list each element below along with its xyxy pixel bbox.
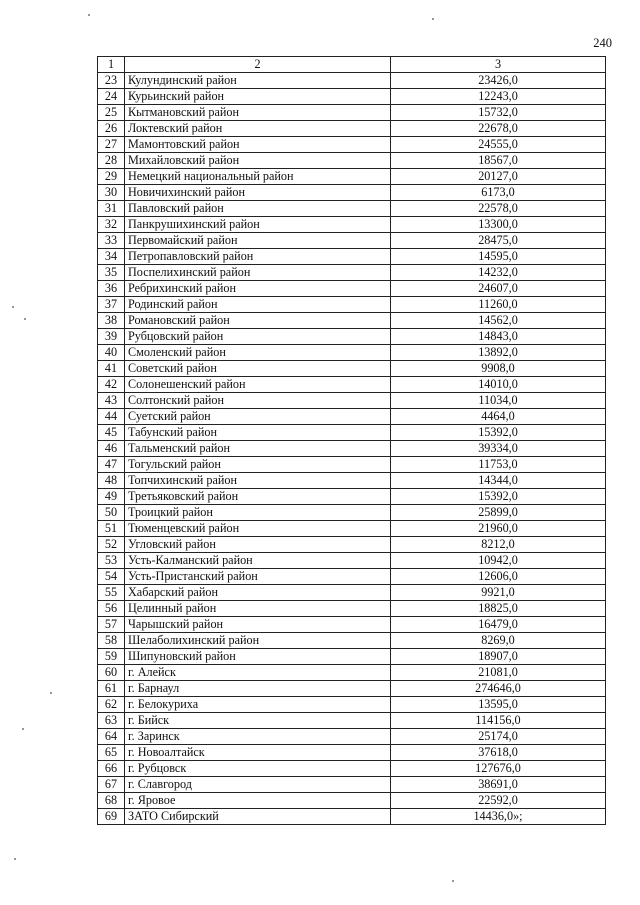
district-name: Усть-Калманский район <box>125 553 391 569</box>
table-row <box>98 137 606 153</box>
district-name: Тогульский район <box>125 457 391 473</box>
amount-value: 21081,0 <box>391 665 606 681</box>
amount-value: 8212,0 <box>391 537 606 553</box>
table-row <box>98 441 606 457</box>
amount-value: 25174,0 <box>391 729 606 745</box>
district-name: Поспелихинский район <box>125 265 391 281</box>
table-row <box>98 473 606 489</box>
row-number: 66 <box>98 761 125 777</box>
district-name: Усть-Пристанский район <box>125 569 391 585</box>
row-number: 45 <box>98 425 125 441</box>
amount-value: 13300,0 <box>391 217 606 233</box>
table-body <box>98 73 606 825</box>
amount-value: 24555,0 <box>391 137 606 153</box>
amount-value: 25899,0 <box>391 505 606 521</box>
district-name: Хабарский район <box>125 585 391 601</box>
district-name: Чарышский район <box>125 617 391 633</box>
row-number: 38 <box>98 313 125 329</box>
amount-value: 11753,0 <box>391 457 606 473</box>
district-name: Кулундинский район <box>125 73 391 89</box>
district-name: г. Барнаул <box>125 681 391 697</box>
district-name: Курьинский район <box>125 89 391 105</box>
district-name: Кытмановский район <box>125 105 391 121</box>
row-number: 52 <box>98 537 125 553</box>
table-row <box>98 649 606 665</box>
amount-value: 18567,0 <box>391 153 606 169</box>
district-name: Михайловский район <box>125 153 391 169</box>
amount-value: 37618,0 <box>391 745 606 761</box>
district-name: Суетский район <box>125 409 391 425</box>
row-number: 25 <box>98 105 125 121</box>
amount-value: 9908,0 <box>391 361 606 377</box>
row-number: 67 <box>98 777 125 793</box>
amount-value: 28475,0 <box>391 233 606 249</box>
district-name: Петропавловский район <box>125 249 391 265</box>
table-row <box>98 281 606 297</box>
amount-value: 16479,0 <box>391 617 606 633</box>
table-row <box>98 617 606 633</box>
amount-value: 15392,0 <box>391 425 606 441</box>
row-number: 35 <box>98 265 125 281</box>
table-header-row <box>98 57 606 73</box>
row-number: 50 <box>98 505 125 521</box>
amount-value: 274646,0 <box>391 681 606 697</box>
district-name: Первомайский район <box>125 233 391 249</box>
district-name: г. Новоалтайск <box>125 745 391 761</box>
row-number: 41 <box>98 361 125 377</box>
district-name: Угловский район <box>125 537 391 553</box>
amount-value: 22578,0 <box>391 201 606 217</box>
table-row <box>98 585 606 601</box>
row-number: 33 <box>98 233 125 249</box>
district-name: Шелаболихинский район <box>125 633 391 649</box>
amount-value: 20127,0 <box>391 169 606 185</box>
scan-speck <box>12 306 14 308</box>
table-row <box>98 489 606 505</box>
amount-value: 4464,0 <box>391 409 606 425</box>
page-number: 240 <box>593 36 612 50</box>
row-number: 44 <box>98 409 125 425</box>
district-name: г. Заринск <box>125 729 391 745</box>
district-name: г. Белокуриха <box>125 697 391 713</box>
row-number: 34 <box>98 249 125 265</box>
table-row <box>98 537 606 553</box>
table-row <box>98 89 606 105</box>
row-number: 29 <box>98 169 125 185</box>
row-number: 56 <box>98 601 125 617</box>
table-row <box>98 377 606 393</box>
amount-value: 38691,0 <box>391 777 606 793</box>
district-name: г. Бийск <box>125 713 391 729</box>
row-number: 58 <box>98 633 125 649</box>
amount-value: 14562,0 <box>391 313 606 329</box>
district-name: Новичихинский район <box>125 185 391 201</box>
amount-value: 15392,0 <box>391 489 606 505</box>
table-row <box>98 105 606 121</box>
row-number: 42 <box>98 377 125 393</box>
amount-value: 15732,0 <box>391 105 606 121</box>
table-row <box>98 457 606 473</box>
table-row <box>98 505 606 521</box>
amount-value: 8269,0 <box>391 633 606 649</box>
amount-value: 24607,0 <box>391 281 606 297</box>
table-row <box>98 569 606 585</box>
amount-value: 9921,0 <box>391 585 606 601</box>
district-name: Панкрушихинский район <box>125 217 391 233</box>
row-number: 43 <box>98 393 125 409</box>
amount-value: 11260,0 <box>391 297 606 313</box>
row-number: 28 <box>98 153 125 169</box>
row-number: 60 <box>98 665 125 681</box>
district-name: Советский район <box>125 361 391 377</box>
district-name: Табунский район <box>125 425 391 441</box>
table-row <box>98 633 606 649</box>
amount-value: 39334,0 <box>391 441 606 457</box>
amount-value: 22592,0 <box>391 793 606 809</box>
row-number: 37 <box>98 297 125 313</box>
amount-value: 6173,0 <box>391 185 606 201</box>
amount-value: 14010,0 <box>391 377 606 393</box>
row-number: 27 <box>98 137 125 153</box>
table-row <box>98 665 606 681</box>
table-row <box>98 553 606 569</box>
district-name: Родинский район <box>125 297 391 313</box>
table-row <box>98 793 606 809</box>
district-name: Смоленский район <box>125 345 391 361</box>
district-name: Мамонтовский район <box>125 137 391 153</box>
table-row <box>98 361 606 377</box>
table-row <box>98 169 606 185</box>
row-number: 68 <box>98 793 125 809</box>
amount-value: 14344,0 <box>391 473 606 489</box>
table-row <box>98 601 606 617</box>
row-number: 64 <box>98 729 125 745</box>
table-row <box>98 521 606 537</box>
table-row <box>98 73 606 89</box>
amount-value: 14232,0 <box>391 265 606 281</box>
district-name: Шипуновский район <box>125 649 391 665</box>
table-row <box>98 185 606 201</box>
amount-value: 12606,0 <box>391 569 606 585</box>
district-name: Локтевский район <box>125 121 391 137</box>
amount-value: 14843,0 <box>391 329 606 345</box>
row-number: 54 <box>98 569 125 585</box>
table-row <box>98 425 606 441</box>
district-name: г. Алейск <box>125 665 391 681</box>
amount-value: 21960,0 <box>391 521 606 537</box>
scan-speck <box>24 318 26 320</box>
row-number: 53 <box>98 553 125 569</box>
column-header-1: 1 <box>98 57 125 73</box>
district-name: ЗАТО Сибирский <box>125 809 391 825</box>
row-number: 39 <box>98 329 125 345</box>
district-name: Солтонский район <box>125 393 391 409</box>
table-row <box>98 777 606 793</box>
row-number: 24 <box>98 89 125 105</box>
row-number: 47 <box>98 457 125 473</box>
table-row <box>98 697 606 713</box>
amount-value: 127676,0 <box>391 761 606 777</box>
table-row <box>98 233 606 249</box>
district-name: Павловский район <box>125 201 391 217</box>
table-row <box>98 313 606 329</box>
scan-speck <box>14 858 16 860</box>
column-header-3: 3 <box>391 57 606 73</box>
amount-value: 13892,0 <box>391 345 606 361</box>
table-row <box>98 265 606 281</box>
district-name: Солонешенский район <box>125 377 391 393</box>
row-number: 40 <box>98 345 125 361</box>
district-name: г. Славгород <box>125 777 391 793</box>
district-name: Романовский район <box>125 313 391 329</box>
row-number: 32 <box>98 217 125 233</box>
table-row <box>98 329 606 345</box>
scan-speck <box>432 18 434 20</box>
amount-value: 23426,0 <box>391 73 606 89</box>
table-row <box>98 249 606 265</box>
row-number: 48 <box>98 473 125 489</box>
amount-value: 18825,0 <box>391 601 606 617</box>
row-number: 26 <box>98 121 125 137</box>
table-row <box>98 745 606 761</box>
amount-value: 14595,0 <box>391 249 606 265</box>
amount-value: 18907,0 <box>391 649 606 665</box>
table-row <box>98 761 606 777</box>
amount-value: 11034,0 <box>391 393 606 409</box>
district-name: Тальменский район <box>125 441 391 457</box>
table-row <box>98 201 606 217</box>
row-number: 65 <box>98 745 125 761</box>
table-row <box>98 121 606 137</box>
column-header-2: 2 <box>125 57 391 73</box>
row-number: 57 <box>98 617 125 633</box>
table-row <box>98 297 606 313</box>
table-row <box>98 809 606 825</box>
row-number: 46 <box>98 441 125 457</box>
amount-value: 10942,0 <box>391 553 606 569</box>
row-number: 36 <box>98 281 125 297</box>
table-row <box>98 217 606 233</box>
district-name: Третьяковский район <box>125 489 391 505</box>
district-name: Топчихинский район <box>125 473 391 489</box>
district-name: г. Яровое <box>125 793 391 809</box>
row-number: 31 <box>98 201 125 217</box>
scan-speck <box>452 880 454 882</box>
row-number: 55 <box>98 585 125 601</box>
row-number: 23 <box>98 73 125 89</box>
district-name: Ребрихинский район <box>125 281 391 297</box>
allocation-table <box>97 56 606 825</box>
district-name: Целинный район <box>125 601 391 617</box>
table-row <box>98 681 606 697</box>
row-number: 30 <box>98 185 125 201</box>
row-number: 59 <box>98 649 125 665</box>
amount-value: 114156,0 <box>391 713 606 729</box>
table-row <box>98 345 606 361</box>
scan-speck <box>88 14 90 16</box>
table-row <box>98 729 606 745</box>
amount-value: 13595,0 <box>391 697 606 713</box>
table-row <box>98 409 606 425</box>
row-number: 49 <box>98 489 125 505</box>
row-number: 51 <box>98 521 125 537</box>
district-name: Рубцовский район <box>125 329 391 345</box>
district-name: Троицкий район <box>125 505 391 521</box>
row-number: 69 <box>98 809 125 825</box>
amount-value: 12243,0 <box>391 89 606 105</box>
table-row <box>98 393 606 409</box>
row-number: 63 <box>98 713 125 729</box>
table-row <box>98 713 606 729</box>
district-name: г. Рубцовск <box>125 761 391 777</box>
district-name: Тюменцевский район <box>125 521 391 537</box>
amount-value: 14436,0»; <box>391 809 606 825</box>
table-row <box>98 153 606 169</box>
row-number: 62 <box>98 697 125 713</box>
district-name: Немецкий национальный район <box>125 169 391 185</box>
amount-value: 22678,0 <box>391 121 606 137</box>
scan-speck <box>50 692 52 694</box>
scan-speck <box>22 728 24 730</box>
row-number: 61 <box>98 681 125 697</box>
